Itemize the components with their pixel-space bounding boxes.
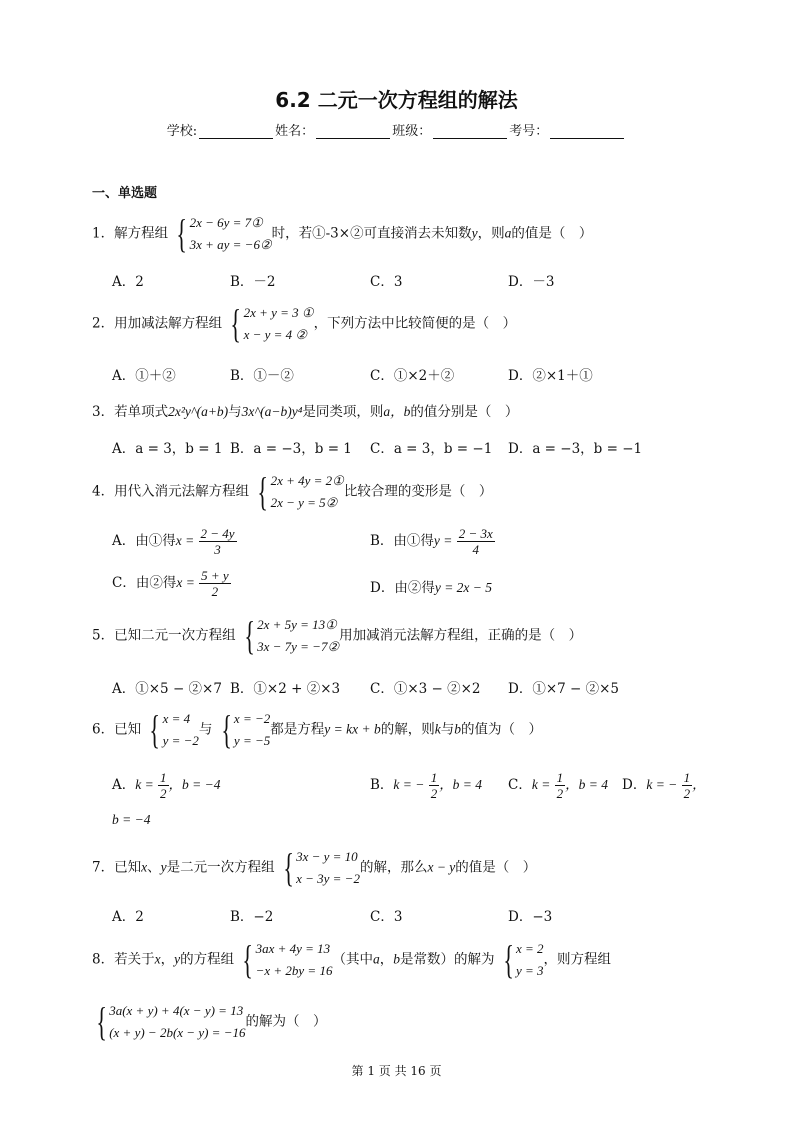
math-var: b bbox=[454, 721, 461, 737]
math-var: a bbox=[504, 225, 512, 241]
numerator: 2 − 3x bbox=[458, 526, 493, 541]
fraction bbox=[429, 770, 440, 801]
fraction bbox=[199, 568, 231, 599]
numerator: 1 bbox=[556, 770, 564, 785]
name-label: 姓名： bbox=[275, 124, 315, 139]
denominator: 2 bbox=[683, 786, 691, 801]
equation-line: x − y = 4 ② bbox=[243, 327, 308, 342]
section-heading: 一、单选题 bbox=[92, 186, 158, 201]
equation-system: { 2x + y = 3 ① x − y = 4 ② bbox=[230, 301, 314, 346]
question-text: ， bbox=[160, 951, 175, 968]
question-number: 2． bbox=[92, 315, 115, 332]
denominator: 2 bbox=[430, 786, 438, 801]
math-expr: ，b = −4 bbox=[168, 777, 221, 792]
math-term: 2x²y^(a+b) bbox=[168, 404, 229, 419]
option-a[interactable]: A．2 bbox=[112, 909, 144, 925]
solution-system: { x = −2 y = −5 bbox=[221, 707, 271, 752]
option-b[interactable]: B．①－② bbox=[230, 368, 294, 384]
fraction bbox=[682, 770, 693, 801]
option-d[interactable]: D．①×7 − ②×5 bbox=[508, 681, 620, 697]
question-text: 的解，那么 bbox=[359, 859, 428, 876]
math-var: a，b bbox=[383, 404, 411, 419]
math-var: y bbox=[471, 225, 478, 241]
denominator: 4 bbox=[472, 542, 479, 557]
option-b[interactable]: B．－2 bbox=[230, 274, 276, 290]
question-text: 、 bbox=[147, 859, 161, 876]
question-text: 的值分别是（ ） bbox=[410, 404, 519, 420]
student-info-line bbox=[0, 120, 793, 139]
math-expr: y = 2x − 5 bbox=[434, 580, 493, 595]
equation-line: 3a(x + y) + 4(x − y) = 13 bbox=[109, 1003, 244, 1018]
math-expr: y = kx + b bbox=[324, 721, 381, 737]
option-c[interactable]: C．3 bbox=[370, 274, 403, 290]
question-text: 用加减消元法解方程组，正确的是（ ） bbox=[339, 627, 583, 644]
question-text: 是二元一次方程组 bbox=[166, 859, 275, 876]
class-blank bbox=[433, 124, 507, 139]
option-c[interactable]: C．3 bbox=[370, 909, 403, 925]
equation-line: y = 3 bbox=[515, 963, 544, 978]
option-d[interactable]: D．a = −3，b = −1 bbox=[508, 441, 643, 457]
denominator: 2 bbox=[211, 584, 219, 599]
question-text: 是常数）的解为 bbox=[399, 951, 495, 968]
school-blank bbox=[199, 124, 273, 139]
question-text: 已知 bbox=[114, 859, 142, 876]
math-var: x bbox=[141, 859, 148, 875]
option-b[interactable]: B．a = −3，b = 1 bbox=[230, 441, 352, 457]
question-6 bbox=[92, 708, 542, 752]
equation-line: y = −5 bbox=[233, 733, 271, 748]
option-c[interactable]: C．①×2＋② bbox=[370, 368, 455, 384]
equation-line: x − 3y = −2 bbox=[296, 871, 360, 886]
question-text: 与 bbox=[228, 404, 242, 420]
numerator: 1 bbox=[160, 770, 167, 785]
question-text: 与 bbox=[440, 721, 455, 738]
option-label: D． bbox=[622, 777, 647, 793]
equation-line: 2x − y = 5② bbox=[270, 495, 338, 510]
equation-line: x = −2 bbox=[233, 711, 271, 726]
question-text: 的解为（ ） bbox=[245, 1013, 327, 1030]
equation-line: x = 2 bbox=[515, 941, 544, 956]
option-a[interactable]: A．2 bbox=[112, 274, 144, 290]
math-expr: ，b = 4 bbox=[439, 777, 483, 792]
equation-system: { 3ax + 4y = 13 −x + 2by = 16 bbox=[242, 937, 333, 982]
math-var: k bbox=[434, 721, 441, 737]
question-text: ， bbox=[379, 951, 394, 968]
option-d[interactable] bbox=[622, 770, 706, 801]
question-text: 解方程组 bbox=[114, 225, 169, 242]
equation-line: (x + y) − 2b(x − y) = −16 bbox=[109, 1025, 246, 1040]
question-1 bbox=[92, 212, 592, 256]
fraction bbox=[158, 770, 169, 801]
math-expr: x = bbox=[176, 575, 195, 590]
question-text: ，则方程组 bbox=[543, 951, 611, 968]
exam-no-label: 考号： bbox=[509, 124, 549, 139]
equation-line: 2x + 5y = 13① bbox=[257, 617, 337, 632]
math-expr: k = − bbox=[646, 777, 678, 792]
numerator: 2 − 4y bbox=[200, 526, 235, 541]
option-c[interactable]: C．a = 3，b = −1 bbox=[370, 441, 493, 457]
option-label: B．由①得 bbox=[370, 533, 434, 549]
question-text: 已知二元一次方程组 bbox=[114, 627, 236, 644]
option-d-continued: b = −4 bbox=[112, 812, 151, 827]
solution-system: { x = 4 y = −2 bbox=[149, 707, 199, 752]
option-a[interactable] bbox=[112, 770, 221, 801]
equation-line: x = 4 bbox=[162, 711, 191, 726]
question-text: 的值为（ ） bbox=[460, 721, 542, 738]
fraction bbox=[199, 526, 237, 557]
question-text: 与 bbox=[198, 721, 213, 738]
math-expr: k = − bbox=[393, 777, 425, 792]
option-label: D．由②得 bbox=[370, 580, 435, 596]
option-b[interactable]: B．①×2 + ②×3 bbox=[230, 681, 341, 697]
question-3 bbox=[92, 400, 518, 420]
question-text: 的值是（ ） bbox=[455, 859, 537, 876]
question-number: 8． bbox=[92, 951, 115, 968]
math-expr: k = bbox=[531, 777, 551, 792]
question-text: 比较合理的变形是（ ） bbox=[343, 483, 493, 500]
math-expr: x = bbox=[175, 533, 195, 548]
equation-system: { 2x + 4y = 2① 2x − y = 5② bbox=[257, 469, 344, 514]
math-expr: k = bbox=[135, 777, 154, 792]
equation-system: { 2x + 5y = 13① 3x − 7y = −7② bbox=[244, 613, 340, 658]
question-8-continued bbox=[92, 1000, 326, 1044]
name-blank bbox=[316, 124, 390, 139]
option-a[interactable]: A．①＋② bbox=[112, 368, 176, 384]
equation-line: 3x − y = 10 bbox=[296, 849, 358, 864]
option-b[interactable]: B．−2 bbox=[230, 909, 274, 925]
option-c[interactable]: C．①×3 − ②×2 bbox=[370, 681, 481, 697]
question-text: ，下列方法中比较简便的是（ ） bbox=[313, 315, 517, 332]
equation-line: −x + 2by = 16 bbox=[255, 963, 333, 978]
exam-no-blank bbox=[550, 124, 624, 139]
equation-line: 2x − 6y = 7① bbox=[189, 215, 263, 230]
question-text: 的值是（ ） bbox=[511, 225, 593, 242]
equation-line: y = −2 bbox=[162, 733, 199, 748]
math-expr: ，b = 4 bbox=[565, 777, 608, 792]
math-expr: x − y bbox=[427, 859, 456, 875]
question-number: 1． bbox=[92, 225, 115, 242]
question-2 bbox=[92, 302, 516, 346]
question-5 bbox=[92, 614, 582, 658]
question-number: 7． bbox=[92, 859, 115, 876]
numerator: 1 bbox=[430, 770, 438, 785]
equation-system: { 2x − 6y = 7① 3x + ay = −6② bbox=[176, 211, 272, 256]
math-var: b bbox=[393, 951, 400, 967]
page-title: 6.2 二元一次方程组的解法 bbox=[275, 88, 518, 112]
option-b[interactable] bbox=[370, 526, 495, 557]
question-text: ，则 bbox=[477, 225, 505, 242]
question-text: 用代入消元法解方程组 bbox=[114, 483, 250, 500]
solution-system: { x = 2 y = 3 bbox=[503, 937, 544, 982]
question-text: 时，若①-3×②可直接消去未知数 bbox=[271, 225, 472, 242]
equation-line: 3x + ay = −6② bbox=[189, 237, 272, 252]
question-4 bbox=[92, 470, 492, 514]
equation-line: 2x + 4y = 2① bbox=[270, 473, 344, 488]
equation-line: 2x + y = 3 ① bbox=[243, 305, 314, 320]
math-var: y bbox=[174, 951, 181, 967]
class-label: 班级： bbox=[392, 124, 432, 139]
math-var: y bbox=[160, 859, 167, 875]
school-label: 学校: bbox=[166, 124, 198, 139]
equation-line: 3ax + 4y = 13 bbox=[255, 941, 331, 956]
question-number: 4． bbox=[92, 483, 115, 500]
math-term: 3x^(a−b)y⁴ bbox=[241, 404, 303, 419]
math-var: x bbox=[154, 951, 161, 967]
math-var: a bbox=[372, 951, 380, 967]
question-number: 6． bbox=[92, 721, 115, 738]
equation-system: { 3x − y = 10 x − 3y = −2 bbox=[283, 845, 360, 890]
option-label: A．由①得 bbox=[112, 533, 176, 549]
question-8 bbox=[92, 938, 611, 982]
option-label: C．由②得 bbox=[112, 575, 177, 591]
option-d[interactable]: D．－3 bbox=[508, 274, 555, 290]
option-b[interactable] bbox=[370, 770, 482, 801]
question-text: 的解，则 bbox=[380, 721, 435, 738]
question-text: （其中 bbox=[332, 951, 373, 968]
equation-line: 3x − 7y = −7② bbox=[257, 639, 340, 654]
math-expr: y = bbox=[433, 533, 453, 548]
question-text: 的方程组 bbox=[180, 951, 235, 968]
equation-system: { 3a(x + y) + 4(x − y) = 13 (x + y) − 2b(x − y) = −16 bbox=[96, 999, 246, 1044]
option-label: A． bbox=[112, 777, 136, 793]
fraction bbox=[555, 770, 566, 801]
option-a[interactable] bbox=[112, 526, 237, 557]
option-label: C． bbox=[508, 777, 532, 793]
denominator: 2 bbox=[160, 786, 167, 801]
numerator: 5 + y bbox=[201, 568, 229, 583]
question-text: 若单项式 bbox=[114, 404, 169, 420]
question-text: 若关于 bbox=[114, 951, 155, 968]
question-text: 已知 bbox=[114, 721, 142, 738]
option-label: B． bbox=[370, 777, 394, 793]
question-text: 都是方程 bbox=[270, 721, 325, 738]
question-text: 是同类项，则 bbox=[302, 404, 384, 420]
denominator: 2 bbox=[556, 786, 564, 801]
option-d[interactable]: D．②×1＋① bbox=[508, 368, 593, 384]
denominator: 3 bbox=[214, 542, 221, 557]
option-a[interactable]: A．a = 3，b = 1 bbox=[112, 441, 223, 457]
math-expr: ， bbox=[692, 777, 706, 792]
numerator: 1 bbox=[683, 770, 691, 785]
option-d[interactable]: D．−3 bbox=[508, 909, 553, 925]
option-c[interactable] bbox=[112, 568, 231, 599]
option-a[interactable]: A．①×5 − ②×7 bbox=[112, 681, 222, 697]
question-number: 3． bbox=[92, 404, 115, 420]
page-footer: 第 1 页 共 16 页 bbox=[351, 1064, 442, 1078]
option-c[interactable] bbox=[508, 770, 608, 801]
question-number: 5． bbox=[92, 627, 115, 644]
fraction bbox=[457, 526, 495, 557]
question-7 bbox=[92, 846, 536, 890]
question-text: 用加减法解方程组 bbox=[114, 315, 223, 332]
option-d[interactable] bbox=[370, 576, 492, 596]
